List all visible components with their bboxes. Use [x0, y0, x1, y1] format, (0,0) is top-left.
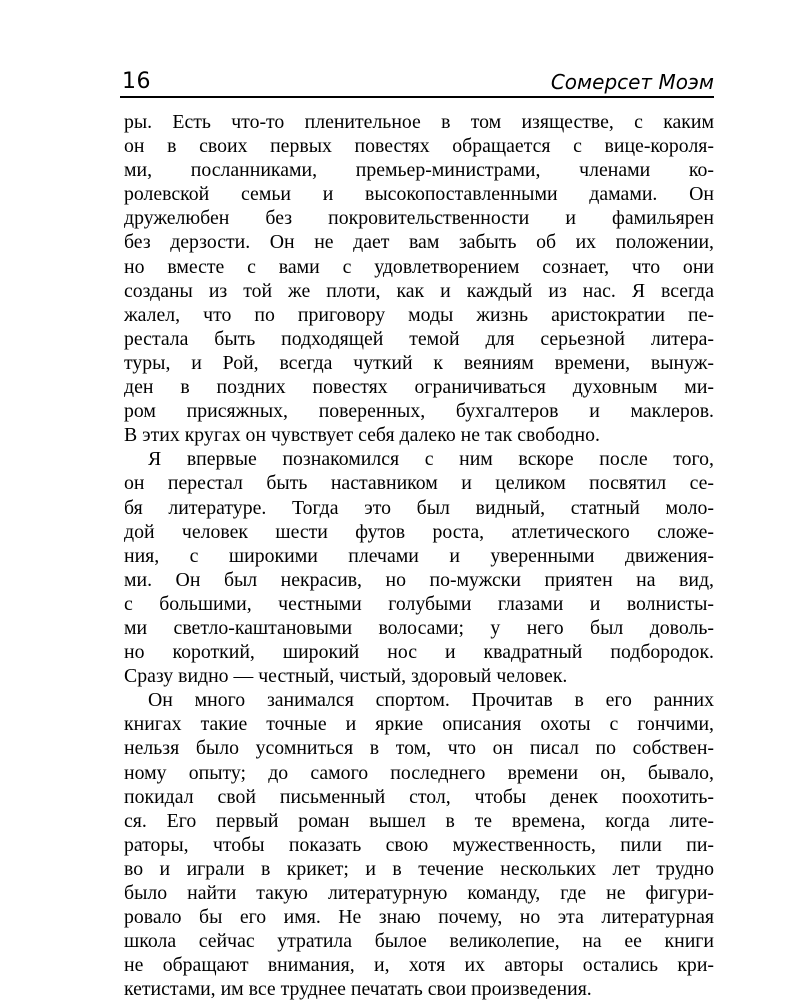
text-line: ния, с широкими плечами и уверенными движения- — [124, 544, 714, 567]
text-line: но вместе с вами с удовлетворением сознает, что они — [124, 255, 714, 278]
running-head-author: Сомерсет Моэм — [550, 70, 714, 94]
paragraph — [124, 688, 714, 1001]
text-line: книгах такие точные и яркие описания охоты с гончими, — [124, 713, 714, 736]
text-line: ми светло-каштановыми волосами; у него был доволь- — [124, 616, 714, 639]
text-line: туры, и Рой, всегда чуткий к веяниям времени, вынуж- — [124, 351, 714, 374]
text-line: дружелюбен без покровительственности и фамильярен — [124, 207, 714, 230]
text-line: но короткий, широкий нос и квадратный подбородок. — [124, 641, 714, 664]
text-line: ми. Он был некрасив, но по-мужски приятен на вид, — [124, 568, 714, 591]
paragraph — [124, 110, 714, 447]
text-line: кетистами, им все труднее печатать свои произведения. — [124, 978, 592, 1001]
text-line: ден в поздних повестях ограничиваться духовным ми- — [124, 376, 714, 399]
text-line: жалел, что по приговору моды жизнь аристократии пе- — [124, 303, 714, 326]
text-line: нельзя было усомниться в том, что он писал по собствен- — [124, 737, 714, 760]
text-line: раторы, чтобы показать свою мужественность, пили пи- — [124, 833, 714, 856]
text-line: с большими, честными голубыми глазами и волнисты- — [124, 592, 714, 615]
text-line: ры. Есть что-то пленительное в том изяществе, с каким — [124, 111, 714, 133]
body-text — [124, 110, 714, 1001]
text-line: Сразу видно — честный, чистый, здоровый человек. — [124, 665, 568, 688]
paragraph — [124, 447, 714, 688]
text-line: он в своих первых повестях обращается с вице-короля- — [124, 135, 714, 158]
page-number: 16 — [122, 69, 151, 94]
text-line: школа сейчас утратила былое великолепие, на ее книги — [124, 930, 714, 953]
text-line: покидал свой письменный стол, чтобы денек поохотить- — [124, 785, 714, 808]
text-line: Он много занимался спортом. Прочитав в его ранних — [148, 689, 714, 712]
text-line: ному опыту; до самого последнего времени он, бывало, — [124, 761, 714, 784]
text-line: ся. Его первый роман вышел в те времена, когда лите- — [124, 809, 714, 832]
text-line: бя литературе. Тогда это был видный, статный моло- — [124, 496, 714, 519]
text-line: без дерзости. Он не дает вам забыть об их положении, — [124, 231, 714, 254]
text-line: дой человек шести футов роста, атлетического сложе- — [124, 520, 714, 543]
text-line: ром присяжных, поверенных, бухгалтеров и маклеров. — [124, 400, 714, 423]
text-line: он перестал быть наставником и целиком посвятил се- — [124, 472, 714, 495]
text-line: не обращают внимания, и, хотя их авторы остались кри- — [124, 954, 714, 977]
text-line: во и играли в крикет; и в течение нескольких лет трудно — [124, 857, 714, 880]
text-line: ровало бы его имя. Не знаю почему, но эта литературная — [124, 906, 714, 929]
page-header — [120, 66, 714, 96]
text-line: В этих кругах он чувствует себя далеко не так свободно. — [124, 424, 600, 447]
text-line: рестала быть подходящей темой для серьезной литера- — [124, 327, 714, 350]
text-line: было найти такую литературную команду, где не фигури- — [124, 882, 714, 904]
text-line: созданы из той же плоти, как и каждый из нас. Я всегда — [124, 279, 714, 302]
text-line: ролевской семьи и высокопоставленными дамами. Он — [124, 183, 714, 206]
header-rule — [120, 96, 714, 98]
text-line: ми, посланниками, премьер-министрами, членами ко- — [124, 159, 714, 182]
text-line: Я впервые познакомился с ним вскоре после того, — [148, 448, 714, 471]
